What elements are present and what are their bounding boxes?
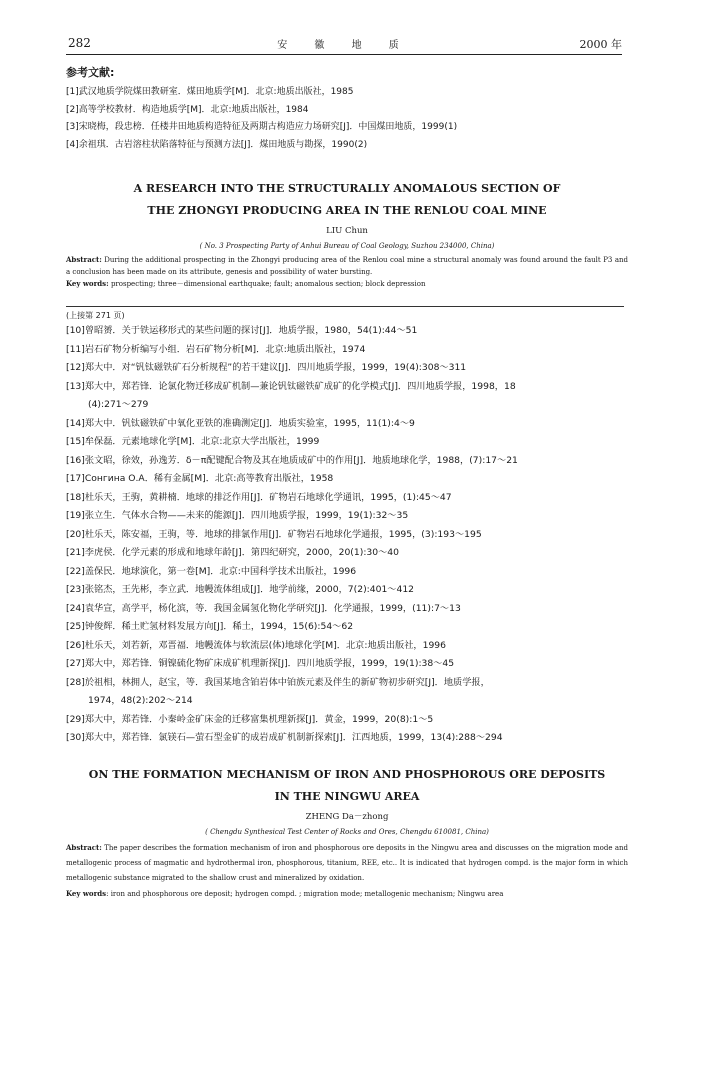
keywords-text: prospecting; three－dimensional earthquake; fault; anomalous section; block depression [110, 280, 426, 288]
reference-item [66, 563, 626, 582]
reference-text: [19]张立生．气体水合物——未来的能源[J]．四川地质学报，1999，19(1):32～35 [66, 510, 409, 521]
reference-text: [11]岩石矿物分析编写小组．岩石矿物分析[M]．北京:地质出版社，1974 [66, 343, 366, 355]
reference-item [66, 600, 626, 619]
reference-item [66, 729, 626, 748]
reference-continuation: (4):271～279 [88, 399, 149, 410]
reference-text: [30]郑大中，郑若锋．氯镁石—萤石型金矿的成岩成矿机制新探索[J]．江西地质，1999，13(4):288～294 [66, 732, 503, 743]
english-abstract-1 [66, 178, 628, 290]
references-heading: 参考文献: [66, 66, 115, 79]
section-divider [66, 306, 624, 307]
reference-text: [27]郑大中，郑若锋．铜镍硫化物矿床成矿机理新探[J]．四川地质学报，1999，19(1):38～45 [66, 658, 455, 669]
reference-text: [23]张铭杰，王先彬，李立武．地幔流体组成[J]．地学前缘，2000，7(2):401～412 [66, 584, 415, 595]
article-2-author: ZHENG Da－zhong [305, 812, 389, 822]
article-2-affiliation: ( Chengdu Synthesical Test Center of Rocks and Ores, Chengdu 610081, China) [205, 828, 489, 836]
reference-item [66, 322, 626, 341]
reference-item [66, 378, 626, 415]
article-1-author: LIU Chun [326, 226, 368, 236]
reference-item [66, 711, 626, 730]
reference-text: [12]郑大中．对“钒钛磁铁矿石分析规程”的若干建议[J]．四川地质学报，1999，19(4):308～311 [66, 362, 467, 373]
reference-item [66, 359, 626, 378]
abstract-label: Abstract: [66, 843, 102, 852]
article-1-abstract [66, 254, 628, 278]
reference-text: [14]郑大中．钒钛磁铁矿中氧化亚铁的准确测定[J]．地质实验室，1995，11(1):4～9 [66, 417, 415, 429]
reference-text: [17]Сонгина О.А．稀有金属[M]．北京:高等教育出版社，1958 [66, 473, 334, 484]
reference-item: [4]余祖琪．古岩溶柱状陷落特征与预测方法[J]．煤田地质与勘探，1990(2) [66, 139, 368, 150]
reference-item: [1]武汉地质学院煤田教研室．煤田地质学[M]．北京:地质出版社，1985 [66, 87, 354, 97]
reference-continuation: 1974，48(2):202～214 [88, 695, 193, 706]
article-1-title-line1: A RESEARCH INTO THE STRUCTURALLY ANOMALOUS SECTION OF [133, 182, 561, 195]
reference-text: [24]袁华宣，高学平，杨化滨，等．我国金属氢化物化学研究[J]．化学通报，1999，(11):7～13 [66, 602, 461, 614]
reference-text: [18]杜乐天，王驹，黄耕楠．地球的排泛作用[J]．矿物岩石地球化学通讯，1995，(1):45～47 [66, 491, 452, 503]
article-2-abstract [66, 840, 628, 886]
reference-item [66, 655, 626, 674]
reference-item [66, 415, 626, 434]
reference-item [66, 581, 626, 600]
continuation-note: (上接第 271 页) [66, 311, 125, 320]
reference-item [66, 489, 626, 508]
reference-item [66, 341, 626, 360]
reference-item [66, 470, 626, 489]
reference-item [66, 433, 626, 452]
article-2-keywords [66, 886, 628, 902]
reference-text: [16]张文昭，徐效，孙逸芳．δ－π配键配合物及其在地质成矿中的作用[J]．地质地球化学，1988，(7):17～21 [66, 454, 518, 466]
article-1-title-line2: THE ZHONGYI PRODUCING AREA IN THE RENLOU COAL MINE [147, 204, 547, 217]
reference-text: [20]杜乐天，陈安福，王驹，等．地球的排氯作用[J]．矿物岩石地球化学通报，1995，(3):193～195 [66, 528, 482, 540]
reference-list-1 [66, 84, 626, 154]
english-abstract-2 [66, 764, 628, 902]
abstract-text: During the additional prospecting in the Zhongyi producing area of the Renlou coal mine a structural anomaly was found around the fault P3 and a conclusion has been made on its attribute, genesis and possibility of water bursting. [66, 256, 629, 276]
reference-item: [2]高等学校教材．构造地质学[M]．北京:地质出版社，1984 [66, 104, 309, 115]
abstract-text: The paper describes the formation mechanism of iron and phosphorous ore deposits in the Ningwu area and discusses on the migration mode and metallogenic process of magmatic and hydrothermal iron, phosphorous, titanium, REE, etc.. It is indicated that hydrogen compd. is the major form in which metallogenic substance migrated to the shallow crust and mineralized by oxidation. [66, 844, 628, 882]
reference-text: [26]杜乐天，刘若新，邓晋福．地幔流体与软流层(体)地球化学[M]．北京:地质出版社，1996 [66, 639, 446, 651]
abstract-label: Abstract: [66, 255, 102, 264]
reference-item [66, 507, 626, 526]
reference-item [66, 526, 626, 545]
reference-item [66, 674, 626, 711]
article-1-keywords [66, 278, 628, 290]
reference-text: [28]於祖相，林拥人，赵宝，等．我国某地含铂岩体中铂族元素及伴生的新矿物初步研究[J]．地质学报， [66, 676, 490, 688]
running-header [66, 34, 622, 55]
article-2-title-line2: IN THE NINGWU AREA [274, 790, 420, 803]
journal-name: 安 徽 地 质 [277, 40, 411, 51]
keywords-label: Key words: [66, 279, 109, 288]
reference-text: [13]郑大中，郑若锋．论氯化物迁移成矿机制—兼论钒钛磁铁矿成矿的化学模式[J]．四川地质学报，1998，18 [66, 380, 516, 392]
reference-item [66, 637, 626, 656]
reference-item [66, 618, 626, 637]
reference-item [66, 452, 626, 471]
article-2-title-line1: ON THE FORMATION MECHANISM OF IRON AND PHOSPHOROUS ORE DEPOSITS [88, 768, 606, 781]
reference-text: [10]曾昭赟．关于铁运移形式的某些问题的探讨[J]．地质学报，1980，54(1):44～51 [66, 325, 418, 336]
reference-text: [15]牟保磊．元素地球化学[M]．北京:北京大学出版社，1999 [66, 436, 320, 447]
reference-text: [21]李虎侯．化学元素的形成和地球年龄[J]．第四纪研究，2000，20(1):30～40 [66, 547, 399, 558]
page-number: 282 [68, 36, 91, 50]
reference-item [66, 544, 626, 563]
reference-text: [29]郑大中，郑若锋．小秦岭金矿床金的迁移富集机理新探[J]．黄金，1999，20(8):1～5 [66, 713, 434, 725]
reference-item: [3]宋晓梅，段忠榜．任楼井田地质构造特征及两期古构造应力场研究[J]．中国煤田地质，1999(1) [66, 122, 458, 132]
reference-text: [22]盖保民．地球演化，第一卷[M]．北京:中国科学技术出版社，1996 [66, 565, 357, 577]
reference-text: [25]钟俊辉．稀土贮氢材料发展方向[J]．稀土，1994，15(6):54～62 [66, 621, 354, 632]
reference-list-2 [66, 322, 626, 748]
keywords-text: : iron and phosphorous ore deposit; hydrogen compd. ; migration mode; metallogenic mechanism; Ningwu area [106, 890, 504, 898]
article-1-affiliation: ( No. 3 Prospecting Party of Anhui Bureau of Coal Geology, Suzhou 234000, China) [199, 242, 495, 250]
keywords-label: Key words [66, 889, 107, 898]
header-year: 2000 年 [579, 38, 622, 51]
